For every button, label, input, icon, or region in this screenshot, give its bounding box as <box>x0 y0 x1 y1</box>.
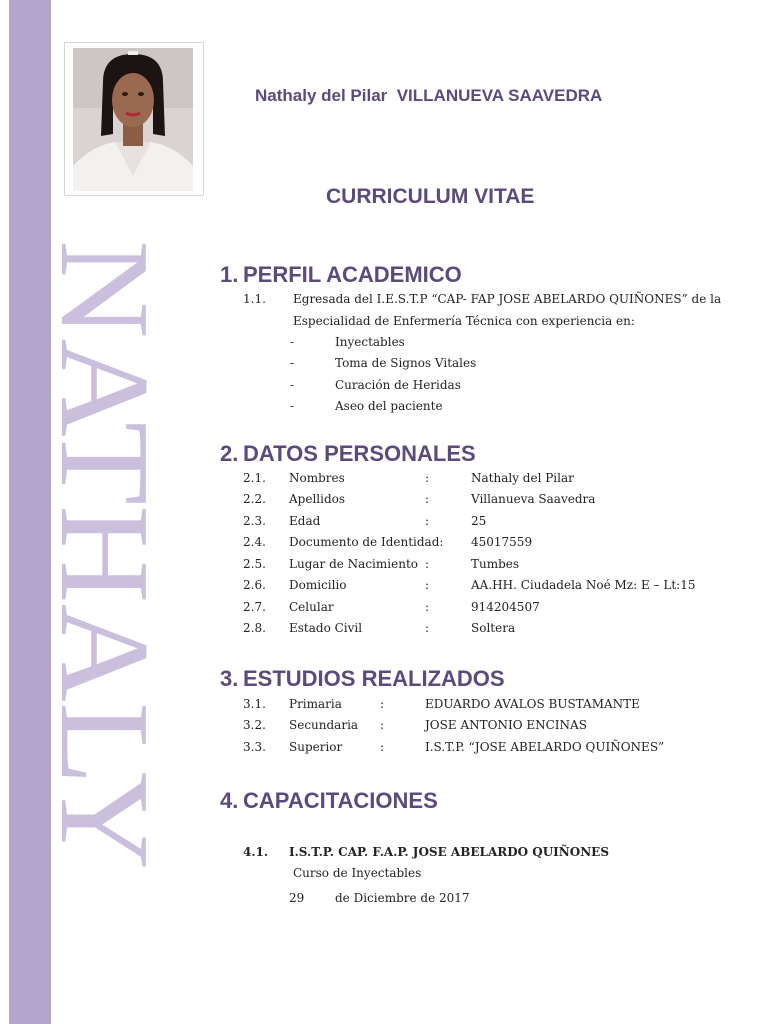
datos-row-number: 2.4. <box>243 535 266 549</box>
datos-row-label: Estado Civil <box>289 621 363 635</box>
document-title: CURRICULUM VITAE <box>326 185 535 208</box>
section-heading-datos: 2. DATOS PERSONALES <box>220 441 476 466</box>
datos-row-label: Nombres <box>289 471 345 485</box>
estudios-row-colon: : <box>380 697 385 711</box>
capacitacion-course: Curso de Inyectables <box>293 866 422 880</box>
datos-row-value: AA.HH. Ciudadela Noé Mz: E – Lt:15 <box>471 578 696 592</box>
datos-row-number: 2.2. <box>243 492 266 506</box>
bullet-dash: - <box>290 335 295 349</box>
datos-row-label: Edad <box>289 514 321 528</box>
datos-row-number: 2.6. <box>243 578 266 592</box>
datos-row-number: 2.7. <box>243 600 266 614</box>
watermark-text: NATHALY <box>34 240 176 832</box>
datos-row-colon: : <box>425 578 430 592</box>
estudios-row-label: Primaria <box>289 697 342 711</box>
capacitacion-institution: I.S.T.P. CAP. F.A.P. JOSE ABELARDO QUIÑONES <box>289 845 609 859</box>
datos-row-label: Lugar de Nacimiento <box>289 557 418 571</box>
datos-row-colon: : <box>425 621 430 635</box>
perfil-item-number: 1.1. <box>243 292 266 306</box>
estudios-row-value: JOSE ANTONIO ENCINAS <box>425 718 587 732</box>
bullet-text: Toma de Signos Vitales <box>335 356 477 370</box>
datos-row-colon: : <box>425 492 430 506</box>
bullet-dash: - <box>290 399 295 413</box>
estudios-row-number: 3.3. <box>243 740 266 754</box>
capacitacion-day: 29 <box>289 891 305 905</box>
section-heading-perfil: 1. PERFIL ACADEMICO <box>220 262 462 287</box>
bullet-text: Inyectables <box>335 335 405 349</box>
datos-row-value: 25 <box>471 514 487 528</box>
candidate-name: Nathaly del Pilar VILLANUEVA SAAVEDRA <box>255 86 603 105</box>
estudios-row-label: Secundaria <box>289 718 359 732</box>
datos-row-label: Celular <box>289 600 334 614</box>
profile-photo-frame <box>64 42 204 196</box>
datos-row-value: 914204507 <box>471 600 540 614</box>
estudios-row-colon: : <box>380 740 385 754</box>
datos-row-value: 45017559 <box>471 535 533 549</box>
datos-row-number: 2.1. <box>243 471 266 485</box>
watermark-name <box>34 240 176 870</box>
datos-row-label: Domicilio <box>289 578 347 592</box>
bullet-dash: - <box>290 356 295 370</box>
estudios-row-colon: : <box>380 718 385 732</box>
datos-row-value: Soltera <box>471 621 516 635</box>
datos-row-value: Nathaly del Pilar <box>471 471 574 485</box>
profile-photo <box>73 48 193 191</box>
estudios-row-number: 3.1. <box>243 697 266 711</box>
perfil-text-line-2: Especialidad de Enfermería Técnica con experiencia en: <box>293 314 635 328</box>
estudios-row-value: I.S.T.P. “JOSE ABELARDO QUIÑONES” <box>425 740 665 754</box>
datos-row-colon: : <box>425 600 430 614</box>
estudios-row-value: EDUARDO AVALOS BUSTAMANTE <box>425 697 640 711</box>
datos-row-colon: : <box>425 471 430 485</box>
section-heading-estudios: 3. ESTUDIOS REALIZADOS <box>220 666 505 691</box>
perfil-text-line-1: Egresada del I.E.S.T.P “CAP- FAP JOSE ABELARDO QUIÑONES” de la <box>293 292 722 306</box>
datos-row-colon: : <box>425 557 430 571</box>
datos-row-value: Villanueva Saavedra <box>471 492 596 506</box>
datos-row-number: 2.8. <box>243 621 266 635</box>
bullet-text: Curación de Heridas <box>335 378 461 392</box>
bullet-dash: - <box>290 378 295 392</box>
datos-row-number: 2.5. <box>243 557 266 571</box>
datos-row-value: Tumbes <box>471 557 520 571</box>
bullet-text: Aseo del paciente <box>335 399 443 413</box>
datos-row-colon: : <box>425 514 430 528</box>
section-heading-capacitaciones: 4. CAPACITACIONES <box>220 788 438 813</box>
capacitacion-date: de Diciembre de 2017 <box>335 891 470 905</box>
estudios-row-label: Superior <box>289 740 343 754</box>
datos-row-label: Documento de Identidad: <box>289 535 444 549</box>
capacitacion-number: 4.1. <box>243 845 269 859</box>
datos-row-label: Apellidos <box>289 492 346 506</box>
datos-row-number: 2.3. <box>243 514 266 528</box>
estudios-row-number: 3.2. <box>243 718 266 732</box>
